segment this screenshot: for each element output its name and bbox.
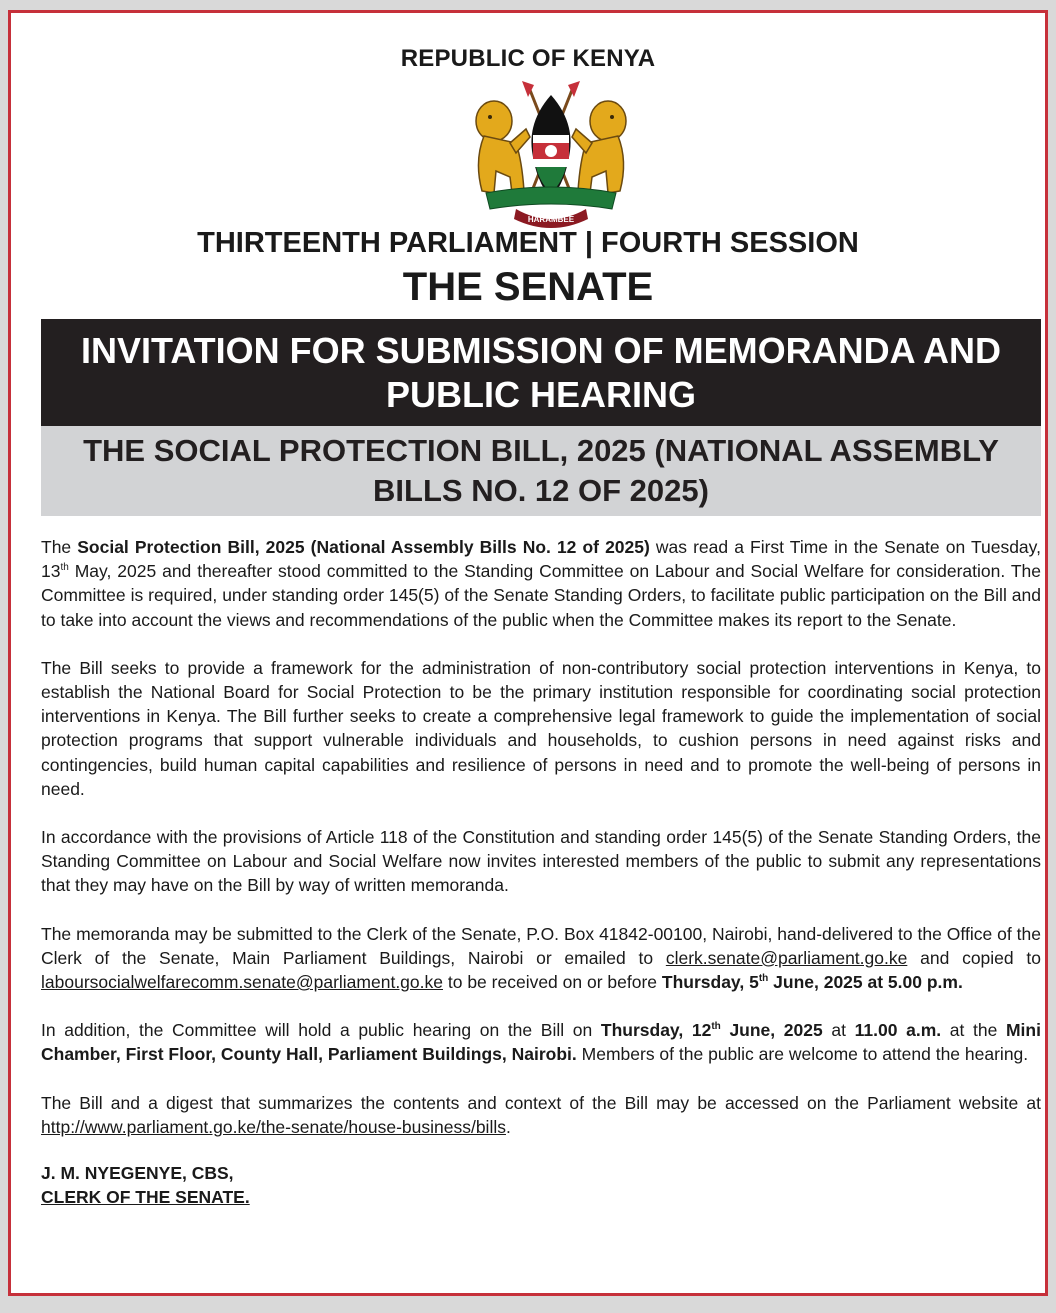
coat-of-arms-emblem: [466, 81, 636, 233]
paragraph-submission: The memoranda may be submitted to the Clerk of the Senate, P.O. Box 41842-00100, Nairobi, hand-delivered to the Office of the Clerk of the Senate, Main Parliament Buildings, Nairobi or emailed to clerk.senate@parliament.go.ke and copied to laboursocialwelfarecomm.senate@parliament.go.ke to be received on or before Thursday, 5th June, 2025 at 5.00 p.m.: [41, 923, 1042, 993]
invitation-banner: [41, 319, 1041, 426]
hearing-venue: Mini Chamber, First Floor, County Hall, Parliament Buildings, Nairobi.: [41, 1020, 1041, 1065]
parliament-website-link[interactable]: http://www.parliament.go.ke/the-senate/house-business/bills: [41, 1116, 506, 1137]
coat-motto: HARAMBEE: [527, 215, 575, 224]
notice-sheet: [8, 10, 1048, 1296]
hearing-date: Thursday, 12th June, 2025: [600, 1020, 823, 1041]
parliament-session-heading: THIRTEENTH PARLIAMENT | FOURTH SESSION: [197, 227, 859, 259]
signatory-name: J. M. NYEGENYE, CBS,: [41, 1163, 234, 1184]
bill-title: THE SOCIAL PROTECTION BILL, 2025 (NATIONAL ASSEMBLY BILLS NO. 12 OF 2025): [83, 433, 999, 508]
submission-deadline: Thursday, 5th June, 2025 at 5.00 p.m.: [661, 972, 963, 993]
signature-block: [41, 1161, 1041, 1209]
notice-body: [41, 535, 1041, 1209]
hearing-time: 11.00 a.m.: [854, 1020, 942, 1041]
clerk-email-link[interactable]: clerk.senate@parliament.go.ke: [665, 947, 908, 968]
country-heading: REPUBLIC OF KENYA: [400, 45, 656, 72]
paragraph-invitation: In accordance with the provisions of Article 118 of the Constitution and standing order 145(5) of the Senate Standing Orders, the Standing Committee on Labour and Social Welfare now invites interested members of the public to submit any representations that they may have on the Bill by way of written memoranda.: [41, 827, 1041, 896]
paragraph-public-hearing: In addition, the Committee will hold a public hearing on the Bill on Thursday, 12th June, 2025 at 11.00 a.m. at the Mini Chamber, First Floor, County Hall, Parliament Buildings, Nairobi. Members of the public are welcome to attend the hearing.: [41, 1020, 1041, 1065]
bill-name: Social Protection Bill, 2025 (National Assembly Bills No. 12 of 2025): [77, 537, 650, 557]
paragraph-first-reading: The Social Protection Bill, 2025 (National Assembly Bills No. 12 of 2025) was read a First Time in the Senate on Tuesday, 13th May, 2025 and thereafter stood committed to the Standing Committee on Labour and Social Welfare for consideration. The Committee is required, under standing order 145(5) of the Senate Standing Orders, to facilitate public participation on the Bill and to take into account the views and recommendations of the public when the Committee makes its report to the Senate.: [41, 537, 1041, 630]
signatory-title: CLERK OF THE SENATE.: [41, 1187, 250, 1208]
committee-email-link[interactable]: laboursocialwelfarecomm.senate@parliament.go.ke: [41, 972, 443, 993]
bill-title-panel: [41, 426, 1041, 516]
paragraph-bill-objectives: The Bill seeks to provide a framework for the administration of non-contributory social protection interventions in Kenya, to establish the National Board for Social Protection to be the primary institution responsible for coordinating social protection interventions in Kenya. The Bill further seeks to create a comprehensive legal framework to guide the implementation of social protection programs that support vulnerable individuals and households, to cushion persons in need against risks and contingencies, build human capital capabilities and resilience of persons in need and to promote the well-being of persons in need.: [41, 657, 1041, 799]
house-heading: THE SENATE: [402, 265, 654, 309]
paragraph-website: The Bill and a digest that summarizes the contents and context of the Bill may be accessed on the Parliament website at http://www.parliament.go.ke/the-senate/house-business/bills.: [41, 1092, 1041, 1137]
invitation-title: INVITATION FOR SUBMISSION OF MEMORANDA AND PUBLIC HEARING: [81, 329, 1001, 415]
